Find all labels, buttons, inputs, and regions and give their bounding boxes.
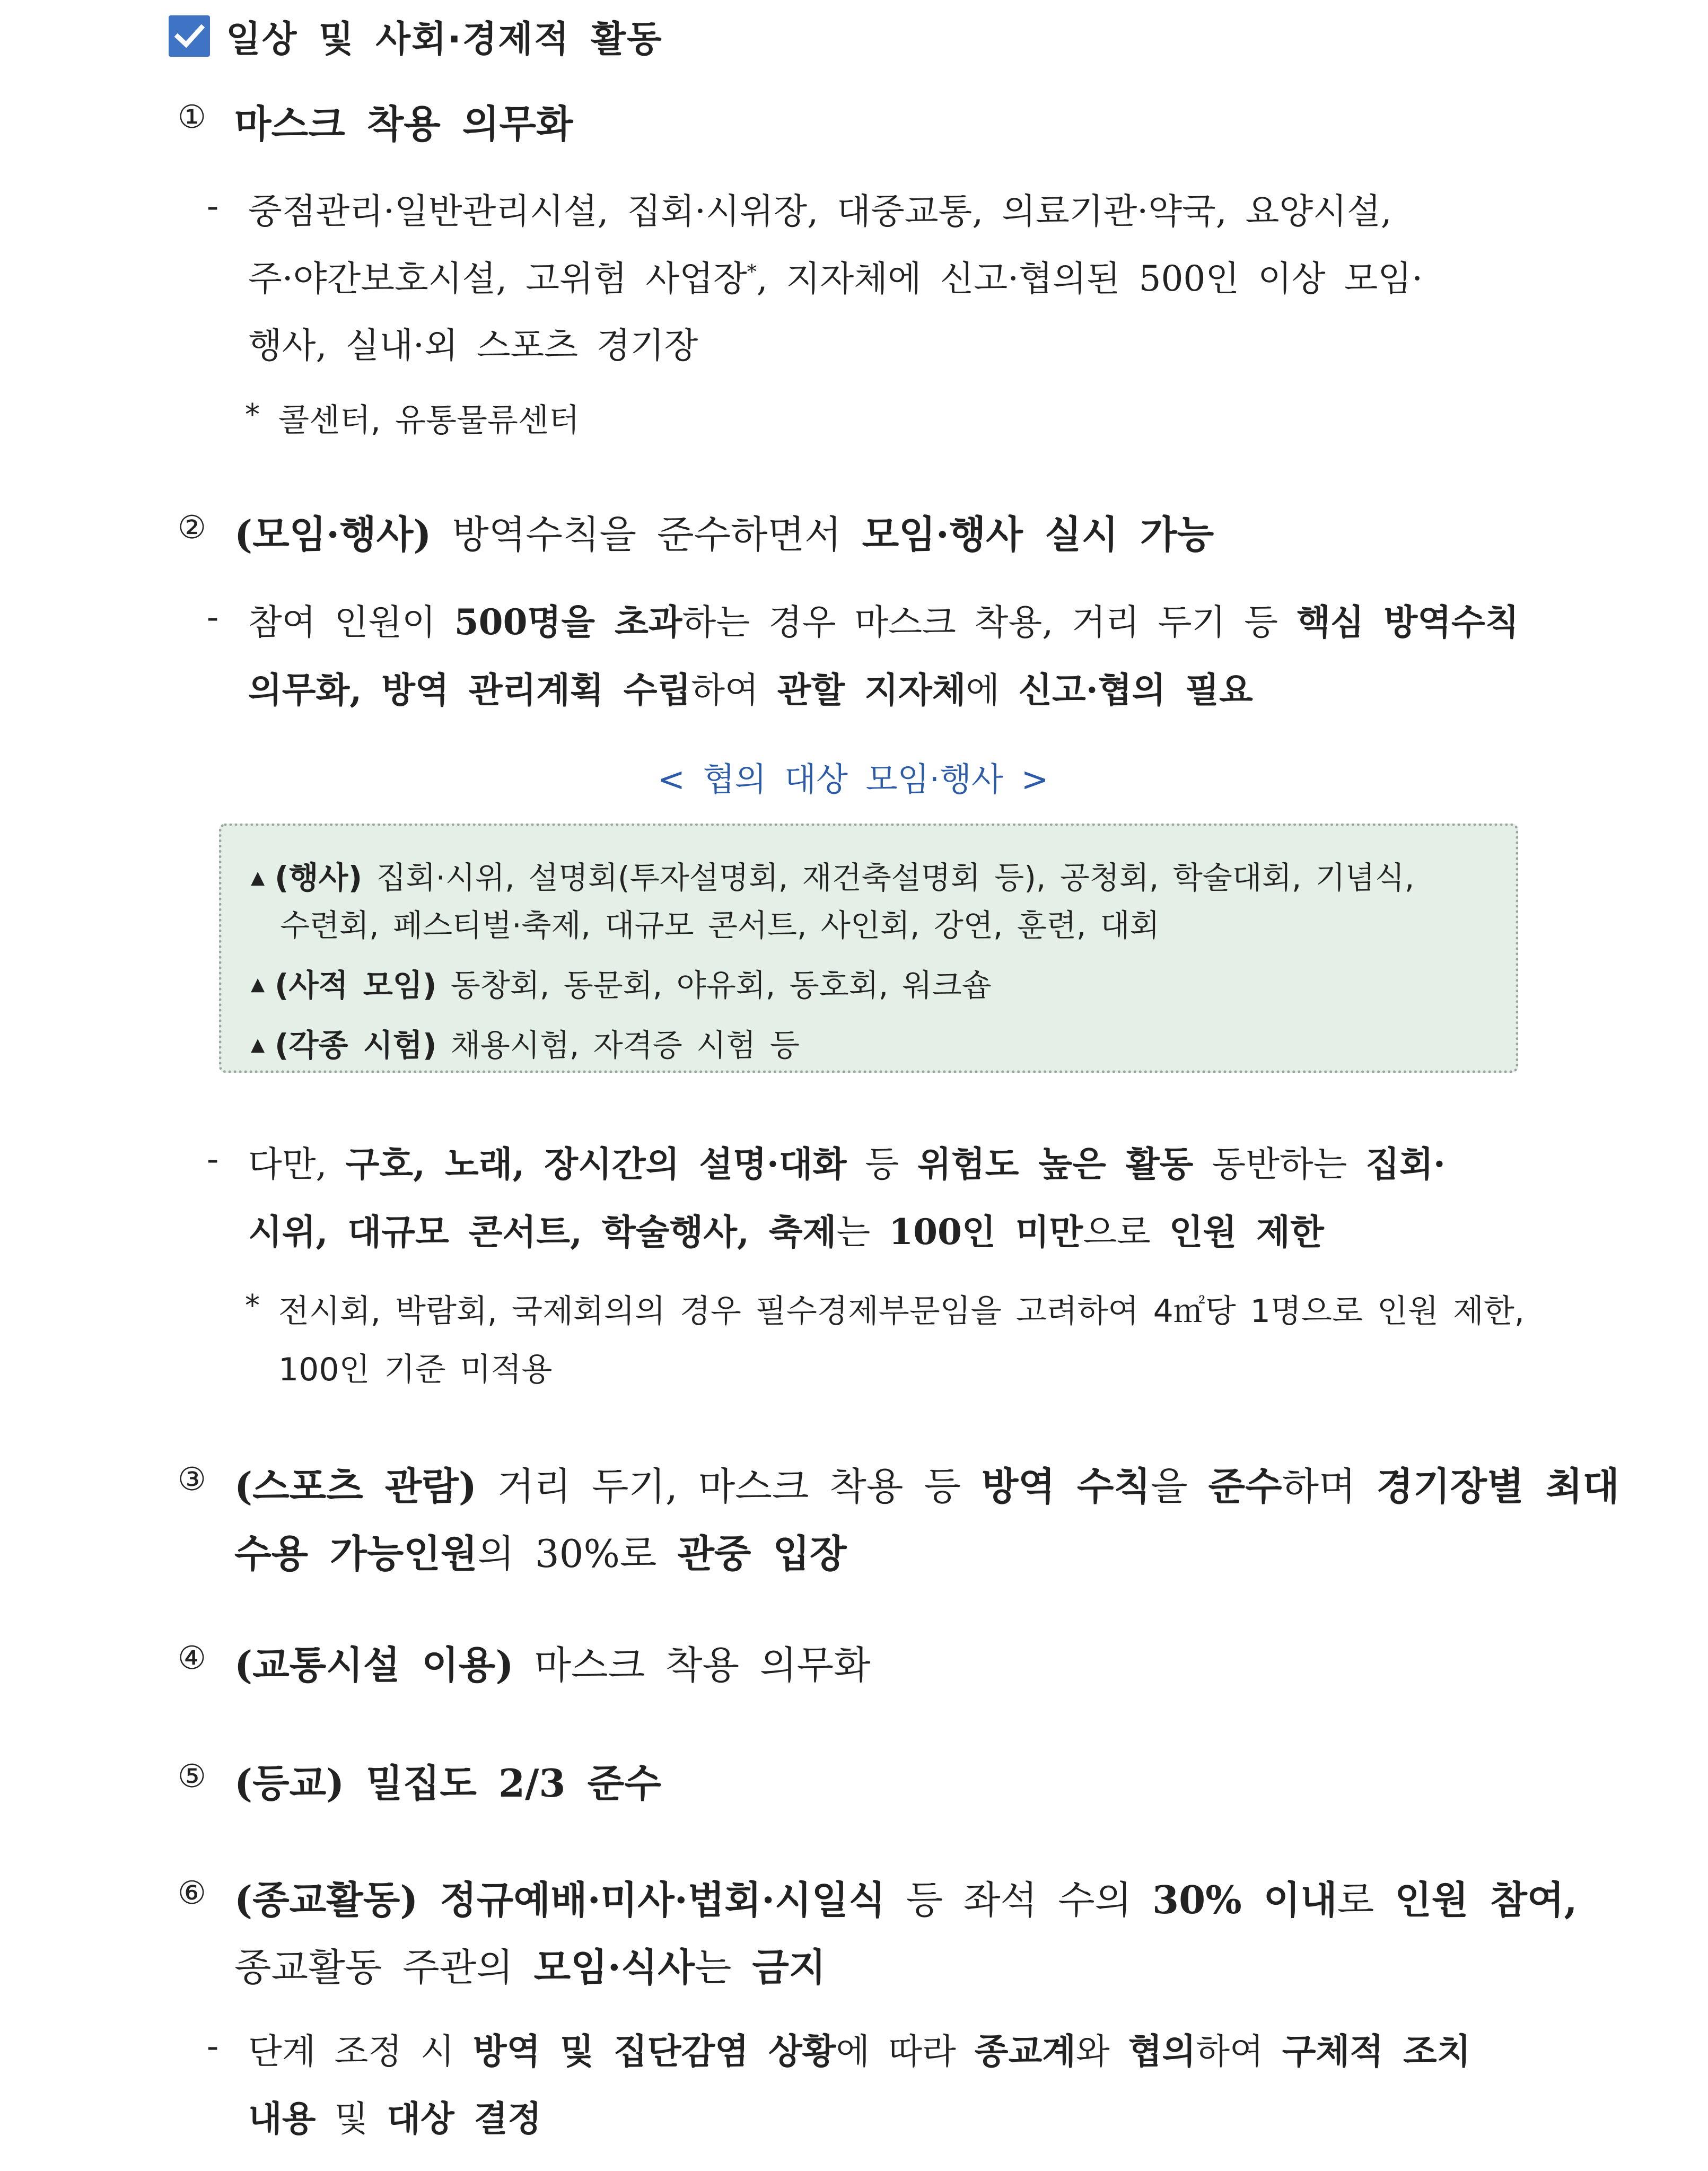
event-list-box: [219, 824, 1518, 1073]
box-caption: < 협의 대상 모임·행사 >: [658, 760, 1049, 799]
item-number-2: ②: [178, 509, 206, 546]
note-asterisk: *: [245, 1289, 260, 1323]
dash-bullet: -: [207, 186, 219, 226]
item-2-bullet-line-2: 의무화, 방역 관리계획 수립하여 관할 지자체에 신고·협의 필요: [248, 669, 1253, 711]
item-1-bullet-line-2: 주·야간보호시설, 고위험 사업장*, 지자체에 신고·협의된 500인 이상 모임·: [248, 258, 1423, 299]
box-row-exams: (각종 시험) 채용시험, 자격증 시험 등: [275, 1027, 800, 1063]
item-1-bullet-line-1: 중점관리·일반관리시설, 집회·시위장, 대중교통, 의료기관·약국, 요양시설,: [248, 191, 1392, 232]
item-6-bullet-line-2: 내용 및 대상 결정: [248, 2098, 542, 2139]
item-2-caveat-line-2: 시위, 대규모 콘서트, 학술행사, 축제는 100인 미만으로 인원 제한: [248, 1211, 1324, 1253]
box-row-events-cont: 수련회, 페스티벌·축제, 대규모 콘서트, 사인회, 강연, 훈련, 대회: [280, 907, 1160, 943]
item-1-note: 콜센터, 유통물류센터: [278, 402, 580, 439]
item-1-title: 마스크 착용 의무화: [234, 101, 573, 146]
item-6-line-2: 종교활동 주관의 모임·식사는 금지: [234, 1945, 826, 1990]
dash-bullet: -: [207, 1139, 219, 1179]
section-title: 일상 및 사회·경제적 활동: [226, 18, 663, 60]
triangle-bullet-icon: ▲: [251, 867, 265, 888]
item-2-bullet-line-1: 참여 인원이 500명을 초과하는 경우 마스크 착용, 거리 두기 등 핵심 방역수칙: [248, 601, 1519, 643]
item-number-4: ④: [178, 1640, 206, 1677]
item-4-line: (교통시설 이용) 마스크 착용 의무화: [234, 1642, 871, 1687]
item-6-bullet-line-1: 단계 조정 시 방역 및 집단감염 상황에 따라 종교계와 협의하여 구체적 조치: [248, 2030, 1471, 2072]
item-number-3: ③: [178, 1461, 206, 1498]
item-2-caveat-line-1: 다만, 구호, 노래, 장시간의 설명·대화 등 위험도 높은 활동 동반하는 집회·: [248, 1143, 1446, 1185]
item-number-5: ⑤: [178, 1758, 206, 1795]
item-1-bullet-line-3: 행사, 실내·외 스포츠 경기장: [248, 325, 698, 366]
item-3-line-1: (스포츠 관람) 거리 두기, 마스크 착용 등 방역 수칙을 준수하며 경기장별 최대: [234, 1464, 1619, 1509]
section-header: [169, 10, 663, 63]
item-number-6: ⑥: [178, 1875, 206, 1912]
item-5-line: (등교) 밀집도 2/3 준수: [234, 1761, 661, 1806]
item-2-title: (모임·행사) 방역수칙을 준수하면서 모임·행사 실시 가능: [234, 512, 1214, 557]
item-2-note-line-2: 100인 기준 미적용: [278, 1351, 553, 1388]
item-3-line-2: 수용 가능인원의 30%로 관중 입장: [234, 1531, 847, 1576]
box-row-private: (사적 모임) 동창회, 동문회, 야유회, 동호회, 워크숍: [275, 967, 992, 1003]
box-row-events: (행사) 집회·시위, 설명회(투자설명회, 재건축설명회 등), 공청회, 학술대회, 기념식,: [275, 860, 1415, 896]
checkbox-checked-icon: [169, 15, 210, 57]
item-number-1: ①: [178, 99, 206, 136]
dash-bullet: -: [207, 2026, 219, 2067]
triangle-bullet-icon: ▲: [251, 1034, 265, 1055]
item-2-note-line-1: 전시회, 박람회, 국제회의의 경우 필수경제부문임을 고려하여 4㎡당 1명으로 인원 제한,: [278, 1293, 1525, 1330]
item-6-line-1: (종교활동) 정규예배·미사·법회·시일식 등 좌석 수의 30% 이내로 인원 참여,: [234, 1877, 1578, 1922]
note-asterisk: *: [245, 398, 260, 432]
triangle-bullet-icon: ▲: [251, 974, 265, 995]
dash-bullet: -: [207, 597, 219, 637]
